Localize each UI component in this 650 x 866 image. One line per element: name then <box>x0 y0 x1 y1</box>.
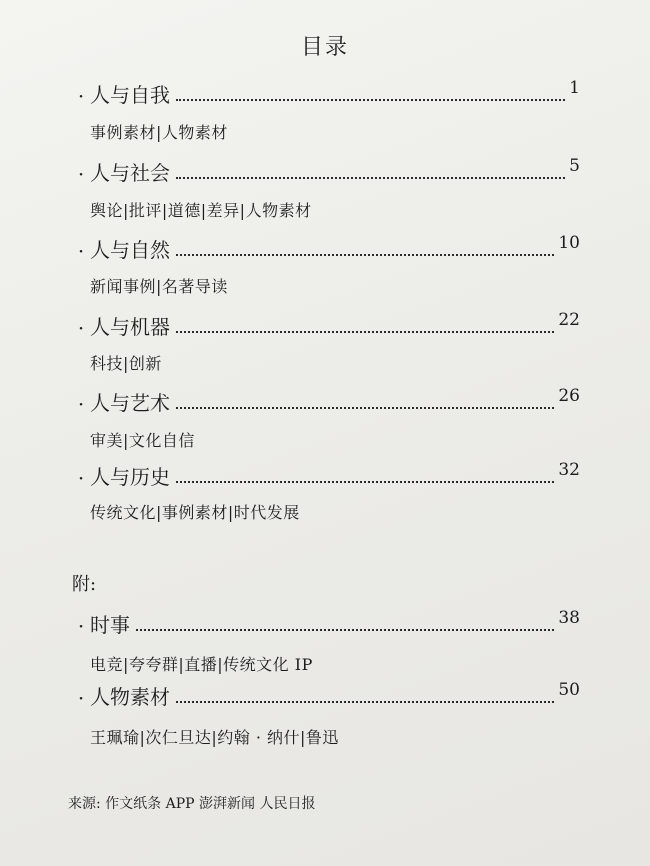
bullet-dot: · <box>77 392 85 416</box>
entry-label: 人与艺术 <box>90 391 170 415</box>
page-number: 1 <box>569 78 580 98</box>
bullet-dot: · <box>77 686 85 710</box>
toc-entry-nature <box>72 233 580 263</box>
dot-leader <box>176 407 554 409</box>
dot-leader <box>136 629 554 631</box>
bullet-dot: · <box>77 84 85 108</box>
bullet-dot: · <box>77 316 85 340</box>
toc-entry-art <box>72 386 580 416</box>
toc-entry-people <box>72 680 580 710</box>
entry-subtopics: 新闻事例|名著导读 <box>90 277 228 296</box>
entry-label: 人与社会 <box>90 161 170 185</box>
entry-subtopics: 审美|文化自信 <box>90 431 195 450</box>
entry-label: 人与机器 <box>90 315 170 339</box>
bullet-dot: · <box>77 614 85 638</box>
appendix-heading: 附: <box>72 574 97 595</box>
bullet-dot: · <box>77 466 85 490</box>
source-note: 来源: 作文纸条 APP 澎湃新闻 人民日报 <box>68 796 316 812</box>
bullet-dot: · <box>77 239 85 263</box>
page-number: 38 <box>558 608 580 628</box>
page-number: 10 <box>558 233 580 253</box>
bullet-dot: · <box>77 162 85 186</box>
entry-label: 人与自我 <box>90 83 170 107</box>
entry-label: 人与历史 <box>90 465 170 489</box>
entry-subtopics: 事例素材|人物素材 <box>90 123 228 142</box>
entry-subtopics: 科技|创新 <box>90 354 162 373</box>
entry-subtopics: 王珮瑜|次仁旦达|约翰 · 纳什|鲁迅 <box>90 728 339 747</box>
dot-leader <box>176 177 565 179</box>
entry-subtopics: 电竞|夸夸群|直播|传统文化 IP <box>90 655 313 674</box>
entry-label: 人物素材 <box>90 685 170 709</box>
entry-subtopics: 传统文化|事例素材|时代发展 <box>90 503 300 522</box>
entry-label: 人与自然 <box>90 238 170 262</box>
dot-leader <box>176 701 554 703</box>
dot-leader <box>176 99 565 101</box>
page-number: 50 <box>558 680 580 700</box>
page-title: 目录 <box>300 35 349 60</box>
page-number: 5 <box>569 156 580 176</box>
page-number: 22 <box>558 310 580 330</box>
entry-subtopics: 舆论|批评|道德|差异|人物素材 <box>90 201 312 220</box>
dot-leader <box>176 481 554 483</box>
toc-entry-current-events <box>72 608 580 638</box>
page-number: 32 <box>558 460 580 480</box>
entry-label: 时事 <box>90 613 130 637</box>
toc-entry-self <box>72 78 580 108</box>
toc-entry-society <box>72 156 580 186</box>
dot-leader <box>176 331 554 333</box>
page-number: 26 <box>558 386 580 406</box>
dot-leader <box>176 254 554 256</box>
toc-entry-machine <box>72 310 580 340</box>
toc-entry-history <box>72 460 580 490</box>
